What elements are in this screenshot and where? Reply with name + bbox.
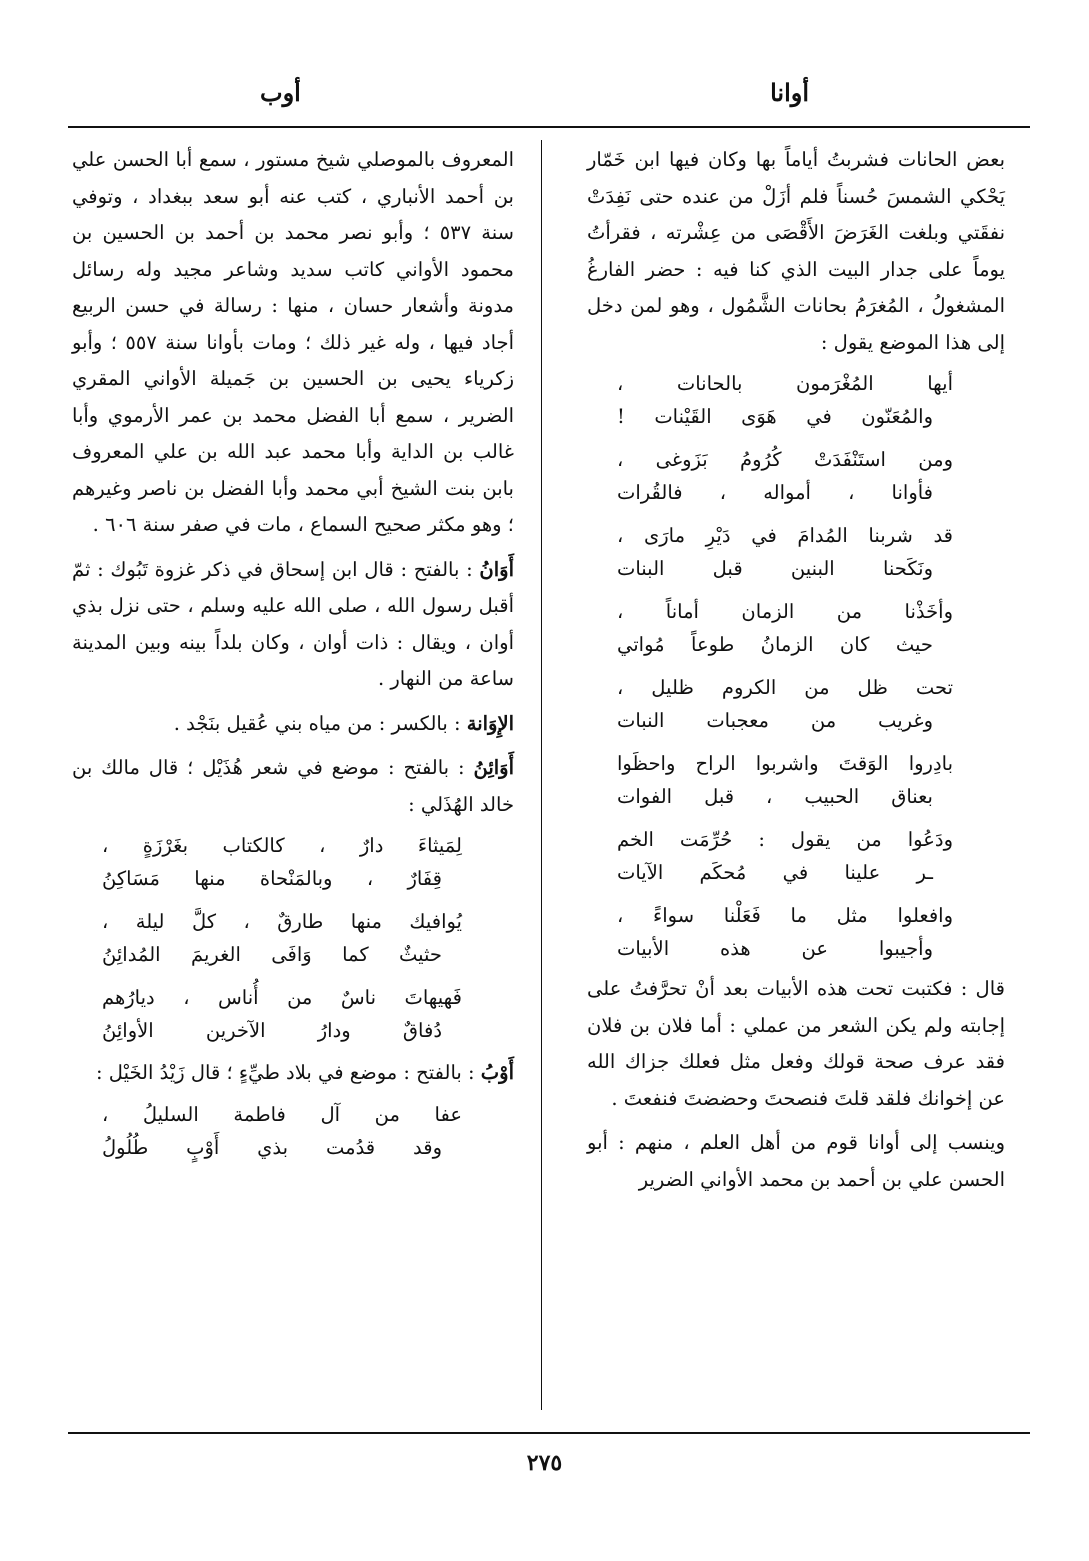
verse-line: حيث كان الزمانُ طوعاً مُواتي [617,633,933,656]
verse-line: قِفَارٌ ، وبالمَنْحاة منها مَسَاكِنُ [102,867,442,890]
entry-text: : بالكسر : من مياه بني عُقيل بنَجْد . [173,711,467,735]
left-continuation-paragraph: المعروف بالموصلي شيخ مستور ، سمع أبا الحسن علي بن أحمد الأنباري ، كتب عنه أبو سعد ببغداد ، وتوفي سنة ٥٣٧ ؛ وأبو نصر محمد بن أحمد بن الحسين بن محمود الأواني كاتب سديد وشاعر مجيد وله رسائل مدونة وأشعار حسان ، منها : رسالة في حسن الربيع أجاد فيها ، وله غير ذلك ؛ ومات بأوانا سنة ٥٥٧ ؛ وأبو زكرياء يحيى بن الحسين بن جَميلة الأواني المقري الضرير ، سمع أبا الفضل محمد بن عمر الأرموي وأبا غالب بن الداية وأبا محمد عبد الله بن علي المعروف بابن بنت الشيخ أبي محمد وأبا الفضل بن ناصر وغيرهم ؛ وهو مكثر صحيح السماع ، مات في صفر سنة ٦٠٦ . [72,148,514,536]
text-line: يَحْكي الشمسَ حُسناً فلم أزَلْ من عنده حتى نَفِدَتْ [587,184,1005,208]
entry-headword: أَوَانُ [479,557,514,581]
entry-headword: الإِوَانة [466,711,514,735]
bottom-rule [68,1432,1030,1434]
verse-line: وغريب من معجبات النبات [617,709,933,732]
poem-block [587,367,1005,965]
text-line: حضر الفارغُ المشغولُ ، المُغرَمُ بحانات الشَّمُول ، [587,257,1005,317]
text-line: فقرأتُ يوماً على جدار البيت الذي كنا فيه : [587,221,1006,281]
header-right-entry: أوانا [770,78,809,107]
entry-headword: أَوْبُ [480,1061,514,1084]
entry-text: : بالفتح : موضع في بلاد طيِّءٍ ؛ قال زَيْدُ الخَيْل : [96,1061,481,1084]
right-attribution-paragraph: وينسب إلى أوانا قوم من أهل العلم ، منهم : أبو الحسن علي بن أحمد بن محمد الأواني الضرير [587,1131,1005,1191]
top-rule [68,126,1030,128]
poem-block [72,1098,514,1164]
entry-awain [72,750,514,823]
verse-line: فَهيهاتَ ناسٌ من أُناس ، ديارُهم [102,986,462,1009]
entry-text: : بالفتح : قال ابن إسحاق في ذكر غزوة تَبُوك : ثمّ أقبل رسول الله ، صلى الله عليه وسلم ، حتى نزل بذي أوان ، ويقال : ذات أوان ، وكان بلداً بينه وبين المدينة ساعة من النهار . [72,557,514,690]
right-commentary-paragraph: قال : فكتبت تحت هذه الأبيات بعد أنْ تحرَّفتُ على إجابته ولم يكن الشعر من عملي : أما فلان بن فلان فقد عرف صحة قولك وفعل مثل فعلك جزاك الله عن إخوانك فلقد قلتَ فنصحتَ وحضضتَ فنفعتَ . [587,977,1005,1110]
header-left-entry: أوب [260,78,301,107]
verse-line: وأخَذْنا من الزمان أماناً ، [617,600,953,623]
verse-line: بعناق الحبيب ، قبل الفوات [617,785,933,808]
verse-line: عفا من آل فاطمة السليلُ ، [102,1102,462,1126]
verse-line: يُوافيك منها طارقٌ ، كلَّ ليلة ، [102,910,462,933]
verse-line: حثيثٌ كما وَافَى الغريمَ المُدائِنُ [102,943,442,966]
poem-block [72,829,514,1047]
left-column [72,142,514,1170]
verse-line: والمُعَنّون في هَوَى القَيْنات ! [617,405,933,428]
text-line: نفقَتي وبلغت الغَرَضَ الأَقْصَى من عِشْرته ، [650,221,1005,244]
entry-awb [72,1055,514,1092]
verse-line: ـر علينا في مُحكَم الآيات [617,861,933,884]
verse-line: قد شربنا المُدامَ في دَيْرِ مارَى ، [617,524,953,547]
text-line: بعض الحانات فشربتُ أياماً بها وكان فيها ابن خَمّار [587,148,1005,171]
verse-line: دُفاقٌ ودارُ الآخرين الأوائِنُ [102,1019,442,1042]
entry-awan [72,552,514,698]
entry-iwana [72,706,514,743]
verse-line: تحت ظل من الكروم ظليل ، [617,676,953,699]
verse-line: بادِروا الوَقتَ واشربوا الراح واحظَوا [617,752,953,775]
right-intro-paragraph [587,142,1005,361]
column-divider [541,140,542,1410]
entry-headword: أَوَائِنُ [473,756,514,779]
verse-line: وقد قدُمت بذي أَوْبٍ طُلُولُ [102,1135,442,1159]
verse-line: وأجيبوا عن هذه الأبيات [617,937,933,960]
verse-line: ومن استَنْفَدَتْ كُرُومُ بَزَوغى ، [617,448,953,471]
verse-line: ونَكَحنا البنين قبل البنات [617,557,933,580]
text-line: وهو لمن دخل إلى هذا الموضع يقول : [587,294,1005,354]
verse-line: فأوانا ، أمواله ، فالقُرات [617,481,933,504]
verse-line: لِمَيثاءَ دارٌ ، كالكتاب بغَرْزَةٍ ، [102,834,462,857]
verse-line: ودَعُوا من يقول : حُرِّمَت الخم [617,828,953,851]
right-column [587,142,1005,1198]
page-number: ٢٧٥ [526,1450,563,1476]
entry-text: : بالفتح : موضع في شعر هُذَيْل ؛ قال مالك بن خالد الهُذَلي : [72,756,514,816]
verse-line: وافعلوا مثل ما فَعَلْنا سواءً ، [617,904,953,927]
verse-line: أيها المُغْرَمون بالحانات ، [617,372,953,395]
